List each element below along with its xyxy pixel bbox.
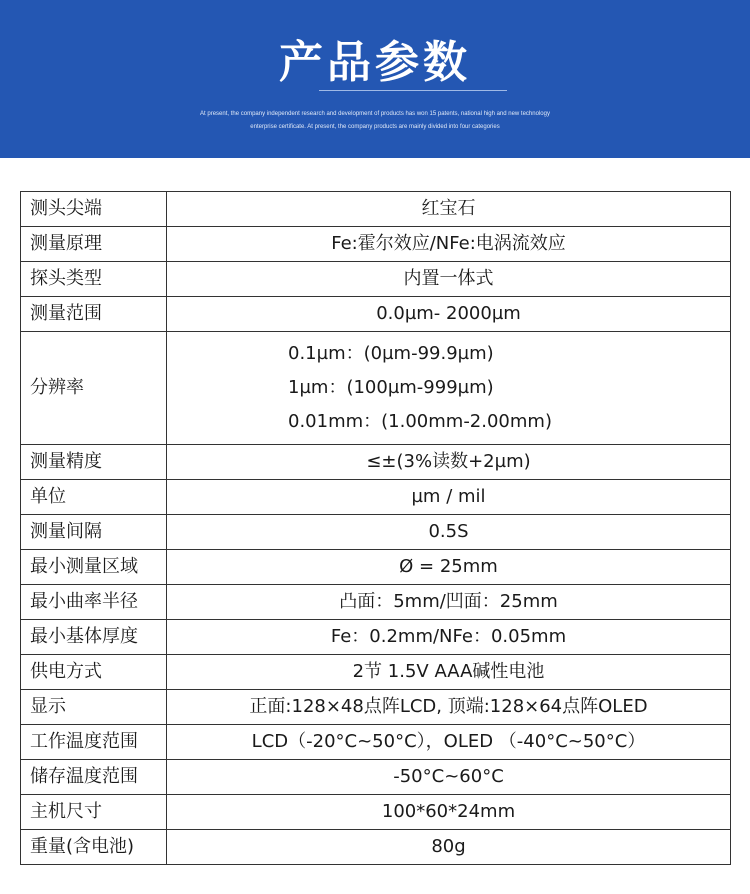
title-divider [319,90,507,91]
spec-value: µm / mil [167,480,731,515]
spec-row-probe-type [21,262,731,297]
spec-row-range [21,297,731,332]
spec-row-probe-tip [21,192,731,227]
spec-row-dimensions [21,795,731,830]
spec-value: Ø = 25mm [167,550,731,585]
spec-label: 工作温度范围 [21,725,167,760]
spec-row-min-area [21,550,731,585]
spec-row-display [21,690,731,725]
spec-value: 内置一体式 [167,262,731,297]
banner-subtitle-line-1: At present, the company independent research and development of products has won 15 patents, national high and new technology [200,111,550,117]
spec-row-min-curvature [21,585,731,620]
spec-value: 80g [167,830,731,865]
spec-label: 最小曲率半径 [21,585,167,620]
spec-row-min-substrate [21,620,731,655]
page-title: 产品参数 [279,37,471,88]
spec-row-interval [21,515,731,550]
spec-label: 测头尖端 [21,192,167,227]
spec-value: 凸面：5mm/凹面：25mm [167,585,731,620]
spec-row-resolution [21,332,731,445]
spec-value: Fe:霍尔效应/NFe:电涡流效应 [167,227,731,262]
spec-label: 测量范围 [21,297,167,332]
spec-row-principle [21,227,731,262]
spec-value: 2节 1.5V AAA碱性电池 [167,655,731,690]
spec-label: 重量(含电池) [21,830,167,865]
header-banner [0,0,750,158]
spec-label: 主机尺寸 [21,795,167,830]
spec-row-power [21,655,731,690]
spec-value: Fe：0.2mm/NFe：0.05mm [167,620,731,655]
spec-value: 0.5S [167,515,731,550]
spec-table [20,191,731,865]
spec-label: 分辨率 [21,332,167,445]
resolution-line-1: 0.1µm：(0µm-99.9µm) [288,343,494,364]
spec-value: LCD（-20°C~50°C），OLED （-40°C~50°C） [167,725,731,760]
spec-label: 供电方式 [21,655,167,690]
spec-row-weight [21,830,731,865]
spec-label: 测量间隔 [21,515,167,550]
spec-row-accuracy [21,445,731,480]
spec-row-operating-temp [21,725,731,760]
spec-value-multi [167,332,731,445]
resolution-line-2: 1µm：(100µm-999µm) [288,377,494,398]
spec-row-storage-temp [21,760,731,795]
spec-label: 最小基体厚度 [21,620,167,655]
spec-value: 100*60*24mm [167,795,731,830]
spec-value: 0.0µm- 2000µm [167,297,731,332]
spec-value: 正面:128×48点阵LCD, 顶端:128×64点阵OLED [167,690,731,725]
spec-label: 储存温度范围 [21,760,167,795]
resolution-line-3: 0.01mm：(1.00mm-2.00mm) [288,411,552,432]
spec-row-unit [21,480,731,515]
spec-label: 最小测量区域 [21,550,167,585]
banner-subtitle-line-2: enterprise certificate. At present, the company products are mainly divided into four categories [250,124,500,130]
spec-label: 探头类型 [21,262,167,297]
spec-label: 单位 [21,480,167,515]
spec-label: 显示 [21,690,167,725]
spec-label: 测量原理 [21,227,167,262]
spec-label: 测量精度 [21,445,167,480]
spec-value: 红宝石 [167,192,731,227]
spec-value: ≤±(3%读数+2µm) [167,445,731,480]
spec-value: -50°C~60°C [167,760,731,795]
